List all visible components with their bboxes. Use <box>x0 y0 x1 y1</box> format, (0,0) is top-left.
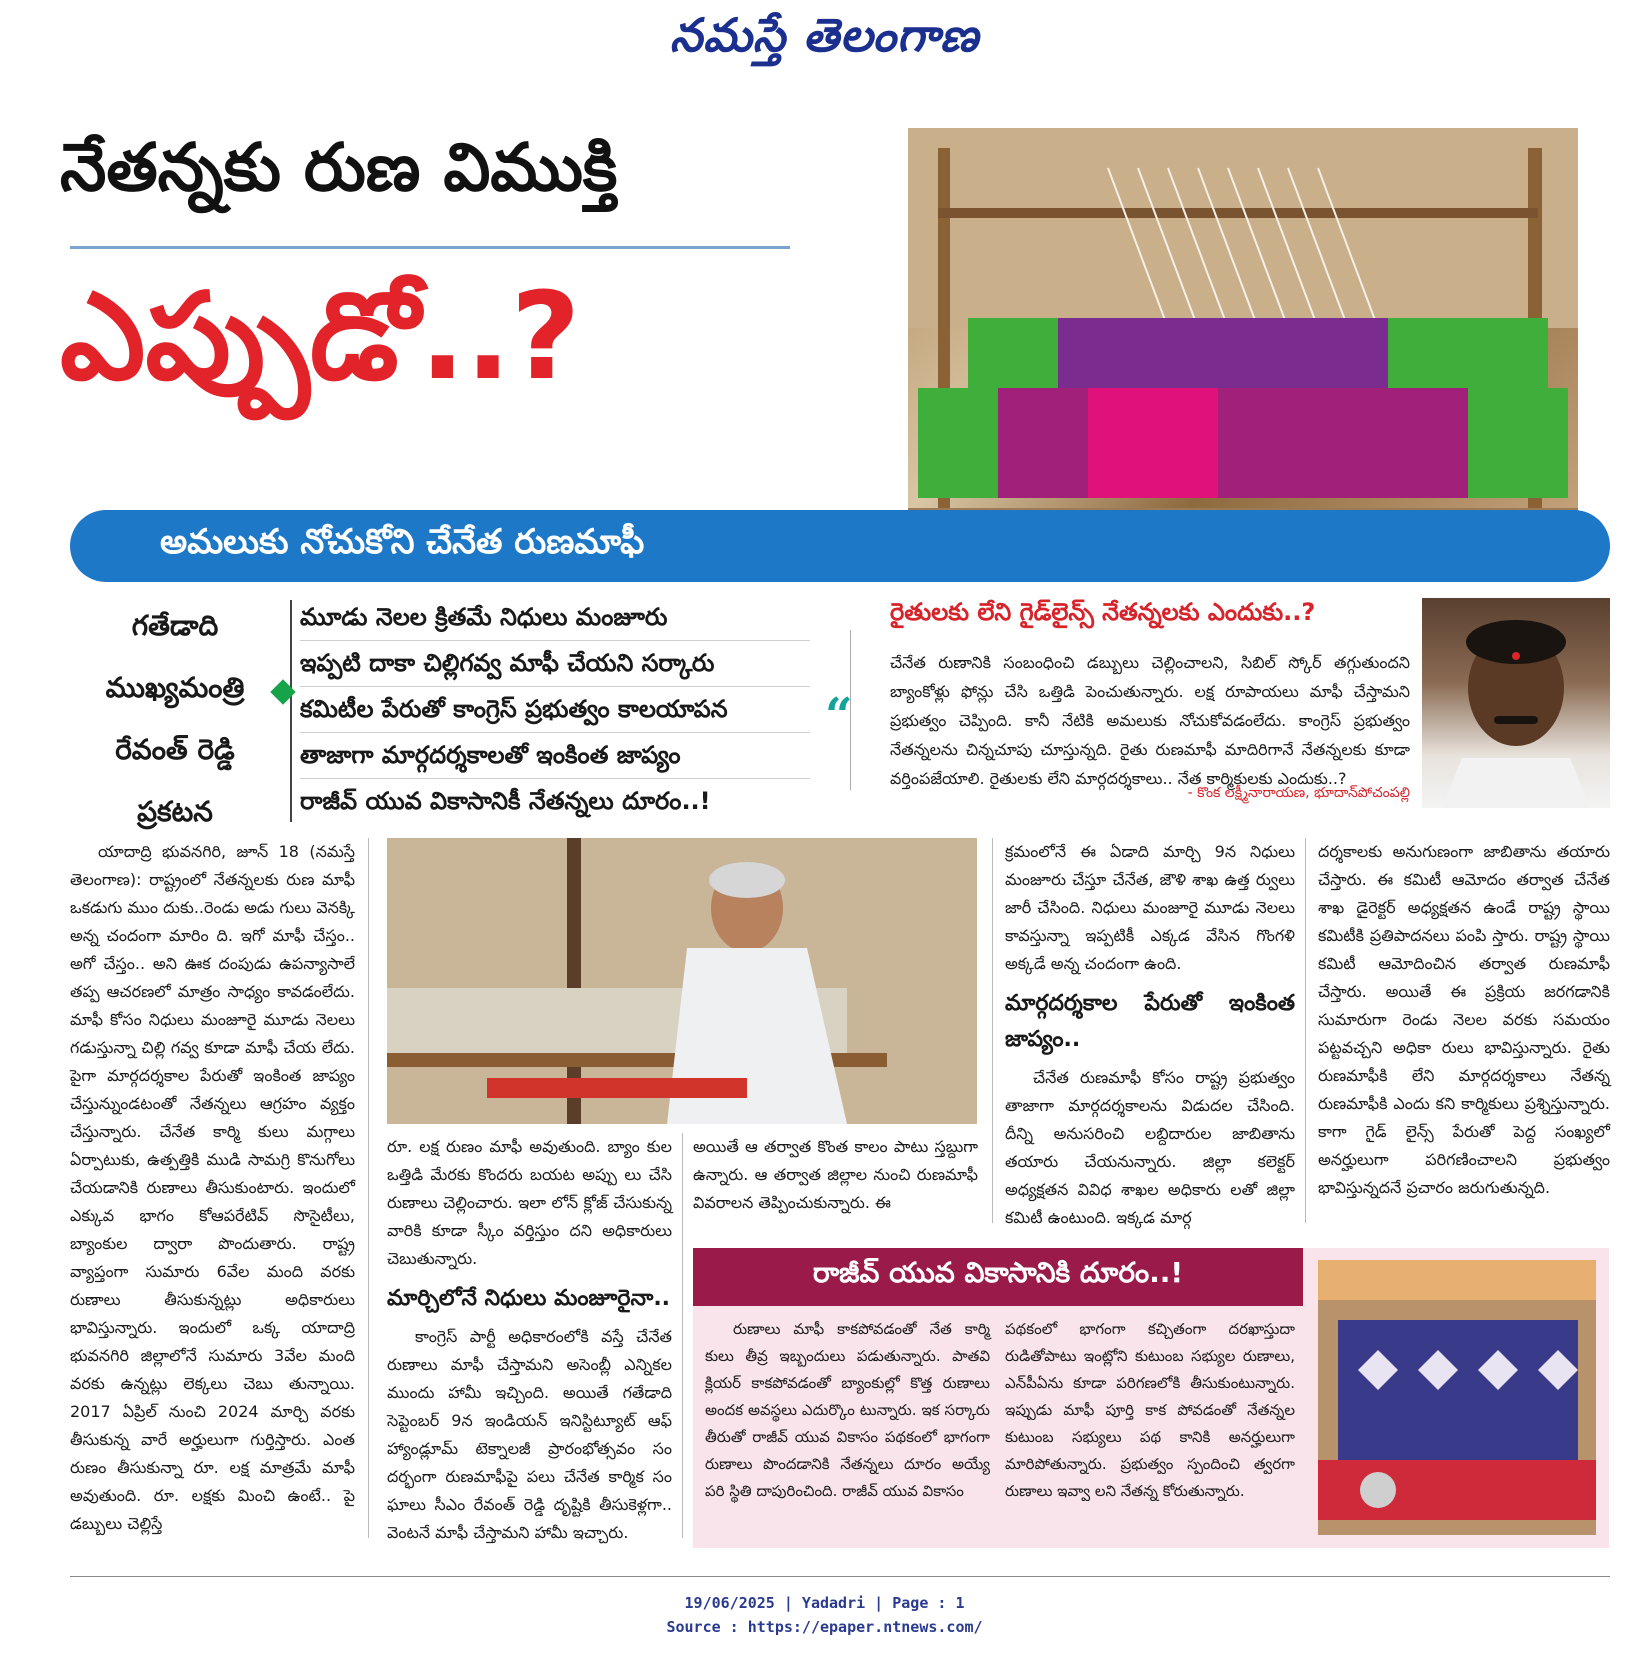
weaver-at-loom-photo <box>387 838 977 1124</box>
side-note-line: ముఖ్యమంత్రి <box>105 671 245 704</box>
article-paragraph: అయితే ఆ తర్వాత కొంత కాలం పాటు స్తబ్దుగా ఉన్నారు. ఆ తర్వాత జిల్లాల నుంచి రుణమాఫీ వివరాలన తెప్పించుకున్నారు. ఈ <box>693 1137 978 1212</box>
quote-mark-icon: “ <box>825 688 853 744</box>
article-column-2 <box>387 1133 672 1555</box>
article-column-1 <box>70 838 355 1546</box>
article-column-3 <box>693 1133 978 1225</box>
sidebar-paragraph: పథకంలో భాగంగా కచ్చితంగా దరఖాస్తుదా రుడితోపాటు ఇంట్లోని కుటుంబ సభ్యుల రుణాలు, ఎన్‌పీఏను కూడా పరిగణలోకి తీసుకుంటున్నారు. ఇప్పుడు మాఫీ పూర్తి కాక పోవడంతో నేతన్నల కుటుంబ సభ్యులు పథ కానికి అనర్హులుగా మారిపోతున్నారు. ప్రభుత్వం స్పందించి త్వరగా రుణాలు ఇవ్వా లని నేతన్న కోరుతున్నారు. <box>1005 1320 1295 1500</box>
sidebar-column-a <box>705 1316 990 1513</box>
highlight-item: మూడు నెలల క్రితమే నిధులు మంజూరు <box>300 595 810 641</box>
headline-line2: ఎప్పుడో..? <box>60 268 581 407</box>
article-paragraph: క్రమంలోనే ఈ ఏడాది మార్చి 9న నిధులు మంజూరు చేస్తూ చేనేత, జౌళి శాఖ ఉత్త ర్వులు జారీ చేసింది. నిధులు మంజూరై మూడు నెలలు కావస్తున్నా ఇప్పటికీ ఎక్కడ వేసిన గొంగళి అక్కడే అన్న చందంగా ఉంది. <box>1005 842 1295 973</box>
column-divider <box>992 838 993 1223</box>
side-note-cm <box>70 595 280 843</box>
footer-date-page: 19/06/2025 | Yadadri | Page : 1 <box>684 1594 965 1612</box>
article-paragraph: రూ. లక్ష రుణం మాఫీ అవుతుంది. బ్యాం కుల ఒత్తిడి మేరకు కొందరు బయట అప్పు లు చేసి రుణాలు చెల్లించారు. ఇలా లోన్ క్లోజ్ చేసుకున్న వారికి కూడా స్కీం వర్తిస్తుం దని అధికారులు చెబుతున్నారు. <box>387 1137 672 1268</box>
article-column-4 <box>1005 838 1295 1240</box>
sidebar-column-b <box>1005 1316 1295 1513</box>
side-note-line: ప్రకటన <box>137 795 213 828</box>
highlight-item: కమిటీల పేరుతో కాంగ్రెస్ ప్రభుత్వం కాలయాపన <box>300 687 810 733</box>
highlight-item: తాజాగా మార్గదర్శకాలతో ఇంకింత జాప్యం <box>300 733 810 779</box>
article-paragraph: యాదాద్రి భువనగిరి, జూన్ 18 (నమస్తే తెలంగాణ): రాష్ట్రంలో నేతన్నలకు రుణ మాఫీ ఒకడుగు ముం దుకు..రెండు అడు గులు వెనక్కి అన్న చందంగా మారిం ది. ఇగో మాఫీ చేస్తం.. అగో చేస్తం.. అని ఊక దంపుడు ఉపన్యాసాలే తప్ప ఆచరణలో మాత్రం సాధ్యం కావడంలేదు. మాఫీ కోసం నిధులు మంజూరై మూడు నెలలు గడుస్తున్నా చిల్లి గవ్వ కూడా మాఫీ చేయ లేదు. పైగా మార్గదర్శకాల పేరుతో ఇంకింత జాప్యం చేస్తున్నుండటంతో నేతన్నలు ఆగ్రహం వ్యక్తం చేస్తున్నారు. చేనేత కార్మి కులు మగ్గాలు ఏర్పాటుకు, ఉత్పత్తికి ముడి సామగ్రి కొనుగోలు చేయడానికి రుణాలు తీసుకుంటారు. ఇందులో ఎక్కువ భాగం కోఆపరేటివ్ సొసైటీలు, బ్యాంకుల ద్వారా పొందుతారు. రాష్ట్ర వ్యాప్తంగా సుమారు 6వేల మంది వరకు రుణాలు తీసుకున్నట్లు అధికారులు భావిస్తున్నారు. ఇందులో ఒక్క యాదాద్రి భువనగిరి జిల్లాలోనే సుమారు 3వేల మంది వరకు ఉన్నట్లు లెక్కలు చెబు తున్నాయి. 2017 ఏప్రిల్ నుంచి 2024 మార్చి వరకు తీసుకున్న వారే అర్హులుగా గుర్తిస్తారు. ఎంత రుణం తీసుకున్నా రూ. లక్ష మాత్రమే మాఫీ అవుతుంది. రూ. లక్షకు మించి ఉంటే.. పై డబ్బులు చెల్లిస్తే <box>70 842 355 1533</box>
quote-box-title: రైతులకు లేని గైడ్‌లైన్స్ నేతన్నలకు ఎందుకు..? <box>890 598 1316 626</box>
newspaper-masthead: నమస్తే తెలంగాణ <box>669 8 980 62</box>
section-heading: మార్చిలోనే నిధులు మంజూరైనా.. <box>387 1286 671 1311</box>
article-column-5 <box>1318 838 1610 1210</box>
subheadline-text: అమలుకు నోచుకోని చేనేత రుణమాఫీ <box>160 522 645 562</box>
column-divider <box>682 1133 683 1538</box>
bottom-divider <box>70 1576 1610 1577</box>
sidebar-paragraph: రుణాలు మాఫీ కాకపోవడంతో నేత కార్మి కులు తీవ్ర ఇబ్బందులు పడుతున్నారు. పాతవి క్లియర్ కాకపోవడంతో బ్యాంకుల్లో కొత్త రుణాలు అందక అవస్థలు ఎదుర్కొం టున్నారు. ఇక సర్కారు తీరుతో రాజీవ్ యువ వికాసం పథకంలో భాగంగా రుణాలు పొందడానికి నేతన్నలు దూరం అయ్యే పరి స్థితి దాపురించింది. రాజీవ్ యువ వికాసం <box>705 1320 990 1500</box>
sidebar-box-title: రాజీవ్ యువ వికాసానికి దూరం..! <box>812 1256 1184 1289</box>
loom-photo-main <box>908 128 1578 556</box>
side-note-line: రేవంత్ రెడ్డి <box>115 733 235 766</box>
article-paragraph: కాంగ్రెస్ పార్టీ అధికారంలోకి వస్తే చేనేత రుణాలు మాఫీ చేస్తామని అసెంబ్లీ ఎన్నికల ముందు హామీ ఇచ్చింది. అయితే గతేడాది సెప్టెంబర్ 9న ఇండియన్ ఇనిస్టిట్యూట్ ఆఫ్ హ్యాండ్లూమ్ టెక్నాలజీ ప్రారంభోత్సవం సం దర్భంగా రుణమాఫీపై పలు చేనేత కార్మిక సం ఘాలు సీఎం రేవంత్ రెడ్డి దృష్టికి తీసుకెళ్లగా.. వెంటనే మాఫీ చేస్తామని హామీ ఇచ్చారు. <box>387 1327 672 1542</box>
highlights-list <box>300 595 810 824</box>
section-heading: మార్గదర్శకాల పేరుతో ఇంకింత జాప్యం.. <box>1005 991 1295 1052</box>
saree-loom-photo <box>1318 1260 1596 1535</box>
headline-divider <box>70 246 790 249</box>
article-paragraph: చేనేత రుణమాఫీ కోసం రాష్ట్ర ప్రభుత్వం తాజాగా మార్గదర్శకాలను విడుదల చేసింది. దీన్ని అనుసరించి లబ్దిదారుల జాబితాను తయారు చేయనున్నారు. జిల్లా కలెక్టర్ అధ్యక్షతన వివిధ శాఖల అధికారు లతో జిల్లా కమిటీ ఉంటుంది. ఇక్కడ మార్గ <box>1005 1068 1295 1227</box>
weaver-portrait-photo <box>1422 598 1610 808</box>
highlight-item: ఇప్పటి దాకా చిల్లిగవ్వ మాఫీ చేయని సర్కారు <box>300 641 810 687</box>
column-divider <box>368 838 369 1538</box>
column-divider <box>1305 838 1306 1223</box>
quote-box-credit: - కొంక లక్ష్మీనారాయణ, భూదాన్‌పోచంపల్లి <box>1187 785 1410 801</box>
article-paragraph: దర్శకాలకు అనుగుణంగా జాబితాను తయారు చేస్తారు. ఈ కమిటీ ఆమోదం తర్వాత చేనేత శాఖ డైరెక్టర్ అధ్యక్షతన ఉండే రాష్ట్ర స్థాయి కమిటీకి ప్రతిపాదనలు పంపి స్తారు. రాష్ట్ర స్థాయి కమిటీ ఆమోదించిన తర్వాత రుణమాఫీ చేస్తారు. అయితే ఈ ప్రక్రియ జరగడానికి సుమారుగా రెండు నెలల వరకు సమయం పట్టవచ్చని అధికా రులు భావిస్తున్నారు. రైతు రుణమాఫీకి లేని మార్గదర్శకాలు నేతన్న రుణమాఫీకి ఎందు కని కార్మికులు ప్రశ్నిస్తున్నారు. కాగా గైడ్ లైన్స్ పేరుతో పెద్ద సంఖ్యలో అనర్హులుగా పరిగణించాలని ప్రభుత్వం భావిస్తున్నదనే ప్రచారం జరుగుతున్నది. <box>1318 842 1610 1197</box>
bullets-divider <box>290 600 292 822</box>
headline-line1: నేతన్నకు రుణ విముక్తి <box>60 129 618 206</box>
quote-box-body: చేనేత రుణానికి సంబంధించి డబ్బులు చెల్లించాలని, సిబిల్ స్కోర్ తగ్గుతుందని బ్యాంకోళ్లు ఫోన్లు చేసి ఒత్తిడి పెంచుతున్నారు. లక్ష రూపాయలు మాఫీ చేస్తామని ప్రభుత్వం చెప్పింది. కానీ నేటికి అమలుకు నోచుకోవడంలేదు. కాంగ్రెస్ ప్రభుత్వం నేతన్నలను చిన్నచూపు చూస్తున్నది. రైతు రుణమాఫీ మాదిరిగానే నేతన్నలకు కూడా వర్తింపజేయాలి. రైతులకు లేని మార్గదర్శకాలు.. నేత కార్మికులకు ఎందుకు..? <box>890 653 1410 788</box>
side-note-line: గతేడాది <box>131 609 219 642</box>
highlight-item: రాజీవ్ యువ వికాసానికీ నేతన్నలు దూరం..! <box>300 787 711 815</box>
footer-source: Source : https://epaper.ntnews.com/ <box>666 1618 983 1636</box>
